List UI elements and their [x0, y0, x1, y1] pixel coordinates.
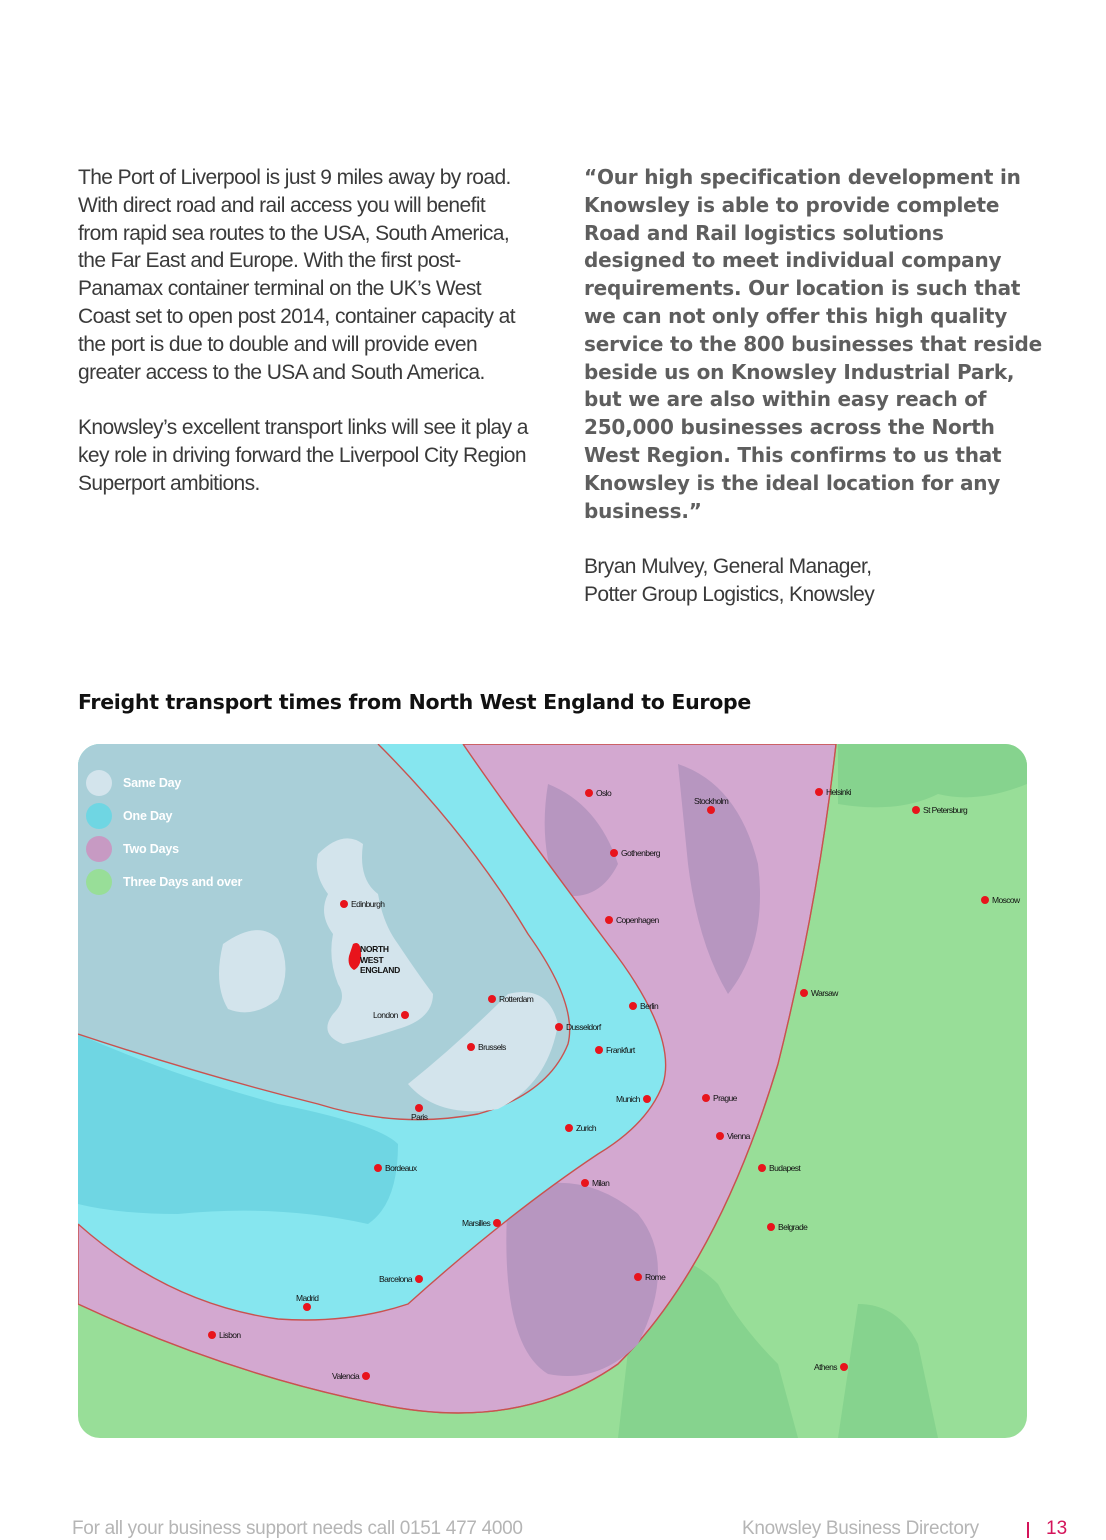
legend-label: One Day [123, 808, 173, 823]
map-legend [86, 766, 242, 898]
origin-label-line: ENGLAND [360, 965, 400, 975]
city-frankfurt [595, 1045, 635, 1055]
city-dot-icon [303, 1303, 311, 1311]
paragraph-port-of-liverpool: The Port of Liverpool is just 9 miles away by road. With direct road and rail access you will benefit from rapid sea routes to the USA, South America, the Far East and Europe. With the first post-Panamax container terminal on the UK’s West Coast set to open post 2014, container capacity at the port is due to double and will provide even greater access to the USA and South America. [78, 166, 515, 384]
city-name: Gothenberg [621, 848, 660, 858]
city-dot-icon [634, 1273, 642, 1281]
city-dot-icon [581, 1179, 589, 1187]
city-dot-icon [800, 989, 808, 997]
legend-item-three-days [86, 865, 242, 898]
city-dot-icon [643, 1095, 651, 1103]
city-name: Moscow [992, 895, 1020, 905]
city-name: Belgrade [778, 1222, 808, 1232]
city-dot-icon [555, 1023, 563, 1031]
city-dot-icon [585, 789, 593, 797]
testimonial-column [584, 164, 1044, 609]
legend-swatch-three-days [86, 869, 112, 895]
city-athens [814, 1362, 848, 1372]
city-name: Valencia [332, 1371, 360, 1381]
city-paris [411, 1104, 427, 1122]
city-dot-icon [340, 900, 348, 908]
city-name: Budapest [769, 1163, 801, 1173]
city-moscow [981, 895, 1020, 905]
city-gothenberg [610, 848, 660, 858]
testimonial-attribution [584, 553, 1044, 609]
testimonial-quote: “Our high specification development in Knowsley is able to provide complete Road and Rail logistics solutions designed to meet individual company requirements. Our location is such that we can not only offer this high quality service to the 800 businesses that reside beside us on Knowsley Industrial Park, but we are also within easy reach of 250,000 businesses across the North West Region. This confirms to us that Knowsley is the ideal location for any business.” [584, 165, 1042, 523]
city-helsinki [815, 787, 851, 797]
city-name: Rotterdam [499, 994, 534, 1004]
city-dot-icon [401, 1011, 409, 1019]
city-warsaw [800, 988, 838, 998]
city-name: Barcelona [379, 1274, 412, 1284]
attribution-company: Potter Group Logistics, Knowsley [584, 582, 875, 606]
city-copenhagen [605, 915, 659, 925]
city-brussels [467, 1042, 506, 1052]
footer-publication-title: Knowsley Business Directory [742, 1518, 979, 1539]
city-name: Vienna [727, 1131, 750, 1141]
city-name: Marsilles [462, 1218, 491, 1228]
city-st-petersburg [912, 805, 967, 815]
city-dot-icon [840, 1363, 848, 1371]
city-name: Madrid [296, 1293, 319, 1303]
city-name: Bordeaux [385, 1163, 417, 1173]
city-name: Rome [645, 1272, 666, 1282]
city-madrid [296, 1293, 318, 1311]
city-oslo [585, 788, 611, 798]
legend-item-one-day [86, 799, 242, 832]
city-lisbon [208, 1330, 240, 1340]
city-milan [581, 1178, 609, 1188]
city-bordeaux [374, 1163, 417, 1173]
city-dot-icon [208, 1331, 216, 1339]
city-munich [616, 1094, 651, 1104]
city-name: Brussels [478, 1042, 506, 1052]
city-dot-icon [595, 1046, 603, 1054]
city-marsilles [462, 1218, 501, 1228]
legend-label: Three Days and over [123, 874, 243, 889]
city-dot-icon [362, 1372, 370, 1380]
city-rotterdam [488, 994, 533, 1004]
legend-swatch-same-day [86, 770, 112, 796]
city-dusseldorf [555, 1022, 601, 1032]
city-name: London [373, 1010, 398, 1020]
paragraph-transport-links: Knowsley’s excellent transport links will see it play a key role in driving forward the Liverpool City Region Superport ambitions. [78, 416, 528, 495]
city-dot-icon [758, 1164, 766, 1172]
intro-text-column [78, 164, 528, 525]
city-name: Lisbon [219, 1330, 241, 1340]
city-vienna [716, 1131, 750, 1141]
city-name: Zurich [576, 1123, 597, 1133]
page-number: 13 [1046, 1518, 1068, 1539]
city-name: St Petersburg [923, 805, 968, 815]
city-dot-icon [912, 806, 920, 814]
city-edinburgh [340, 899, 384, 909]
city-belgrade [767, 1222, 807, 1232]
city-dot-icon [374, 1164, 382, 1172]
city-dot-icon [415, 1104, 423, 1112]
city-name: Munich [616, 1094, 640, 1104]
city-name: Stockholm [694, 796, 729, 806]
legend-swatch-two-days [86, 836, 112, 862]
city-stockholm [694, 796, 728, 814]
city-dot-icon [707, 806, 715, 814]
city-dot-icon [716, 1132, 724, 1140]
city-dot-icon [415, 1275, 423, 1283]
legend-item-two-days [86, 832, 242, 865]
city-dot-icon [610, 849, 618, 857]
city-budapest [758, 1163, 800, 1173]
city-prague [702, 1093, 737, 1103]
legend-label: Two Days [123, 841, 179, 856]
city-name: Copenhagen [616, 915, 659, 925]
city-dot-icon [493, 1219, 501, 1227]
city-london [373, 1010, 409, 1020]
city-dot-icon [605, 916, 613, 924]
city-dot-icon [629, 1002, 637, 1010]
city-dot-icon [767, 1223, 775, 1231]
land-ireland [219, 930, 286, 1012]
city-name: Oslo [596, 788, 612, 798]
city-dot-icon [981, 896, 989, 904]
city-name: Paris [411, 1112, 428, 1122]
freight-times-map [78, 744, 1027, 1438]
city-barcelona [379, 1274, 423, 1284]
legend-label: Same Day [123, 775, 182, 790]
legend-item-same-day [86, 766, 242, 799]
origin-label-line: NORTH [360, 944, 389, 954]
footer-contact-line: For all your business support needs call 0151 477 4000 [72, 1518, 523, 1539]
city-dot-icon [702, 1094, 710, 1102]
city-dot-icon [467, 1043, 475, 1051]
city-name: Frankfurt [606, 1045, 635, 1055]
city-dot-icon [565, 1124, 573, 1132]
city-name: Athens [814, 1362, 837, 1372]
city-name: Prague [713, 1093, 737, 1103]
city-name: Edinburgh [351, 899, 385, 909]
city-name: Berlin [640, 1001, 659, 1011]
attribution-name-title: Bryan Mulvey, General Manager, [584, 555, 872, 579]
origin-label-line: WEST [360, 954, 384, 965]
city-dot-icon [488, 995, 496, 1003]
legend-swatch-one-day [86, 803, 112, 829]
city-dot-icon [815, 788, 823, 796]
city-rome [634, 1272, 665, 1282]
city-berlin [629, 1001, 658, 1011]
city-zurich [565, 1123, 596, 1133]
map-title: Freight transport times from North West England to Europe [78, 690, 751, 714]
city-name: Milan [592, 1178, 610, 1188]
city-name: Dusseldorf [566, 1022, 601, 1032]
city-name: Helsinki [826, 787, 851, 797]
city-name: Warsaw [811, 988, 838, 998]
origin-label [360, 944, 400, 976]
city-valencia [332, 1371, 370, 1381]
